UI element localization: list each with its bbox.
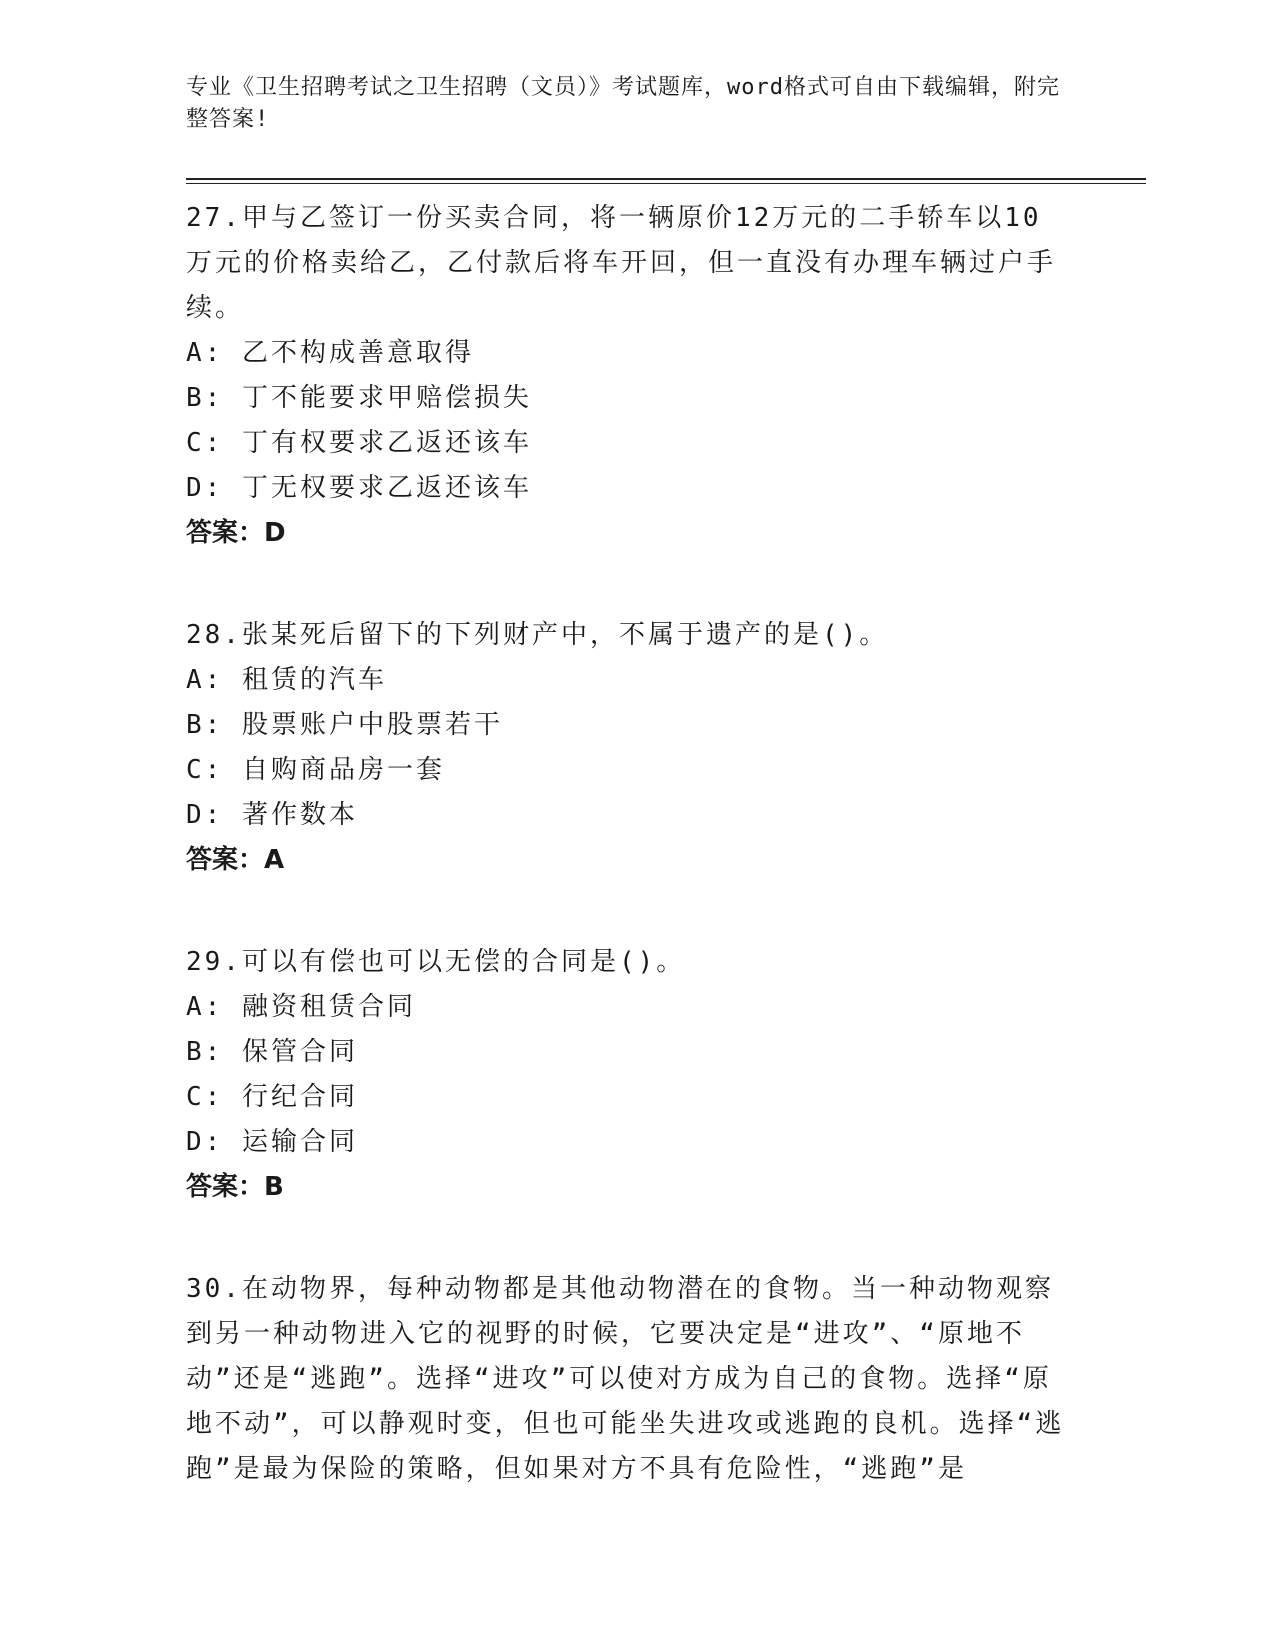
option-d: D: 丁无权要求乙返还该车 [186, 473, 532, 503]
question-stem: 27.甲与乙签订一份买卖合同，将一辆原价12万元的二手轿车以10万元的价格卖给乙，乙付款后将车开回，但一直没有办理车辆过户手续。 [186, 203, 1057, 323]
answer: 答案：B [186, 1172, 284, 1202]
document-page [186, 72, 1146, 1492]
option-a: A: 租赁的汽车 [186, 665, 387, 695]
option-b: B: 保管合同 [186, 1037, 358, 1067]
option-a: A: 融资租赁合同 [186, 992, 416, 1022]
document-header: 专业《卫生招聘考试之卫生招聘（文员）》考试题库，word格式可自由下载编辑，附完整答案! [186, 75, 1060, 132]
option-b: B: 丁不能要求甲赔偿损失 [186, 383, 532, 413]
question-stem: 29.可以有偿也可以无偿的合同是()。 [186, 947, 686, 977]
option-c: C: 自购商品房一套 [186, 755, 445, 785]
option-a: A: 乙不构成善意取得 [186, 338, 474, 368]
question-29 [186, 940, 1146, 1210]
question-30 [186, 1267, 1146, 1492]
question-stem: 28.张某死后留下的下列财产中，不属于遗产的是()。 [186, 620, 889, 650]
question-27 [186, 196, 1146, 556]
option-b: B: 股票账户中股票若干 [186, 710, 503, 740]
option-d: D: 著作数本 [186, 800, 358, 830]
option-c: C: 行纪合同 [186, 1082, 358, 1112]
question-28 [186, 613, 1146, 883]
question-stem: 30.在动物界，每种动物都是其他动物潜在的食物。当一种动物观察到另一种动物进入它的视野的时候，它要决定是“进攻”、“原地不动”还是“逃跑”。选择“进攻”可以使对方成为自己的食物。选择“原地不动”，可以静观时变，但也可能坐失进攻或逃跑的良机。选择“逃跑”是最为保险的策略，但如果对方不具有危险性，“逃跑”是 [186, 1274, 1065, 1484]
option-c: C: 丁有权要求乙返还该车 [186, 428, 532, 458]
answer: 答案：A [186, 845, 285, 875]
option-d: D: 运输合同 [186, 1127, 358, 1157]
answer: 答案：D [186, 518, 286, 548]
header-divider [186, 178, 1146, 184]
